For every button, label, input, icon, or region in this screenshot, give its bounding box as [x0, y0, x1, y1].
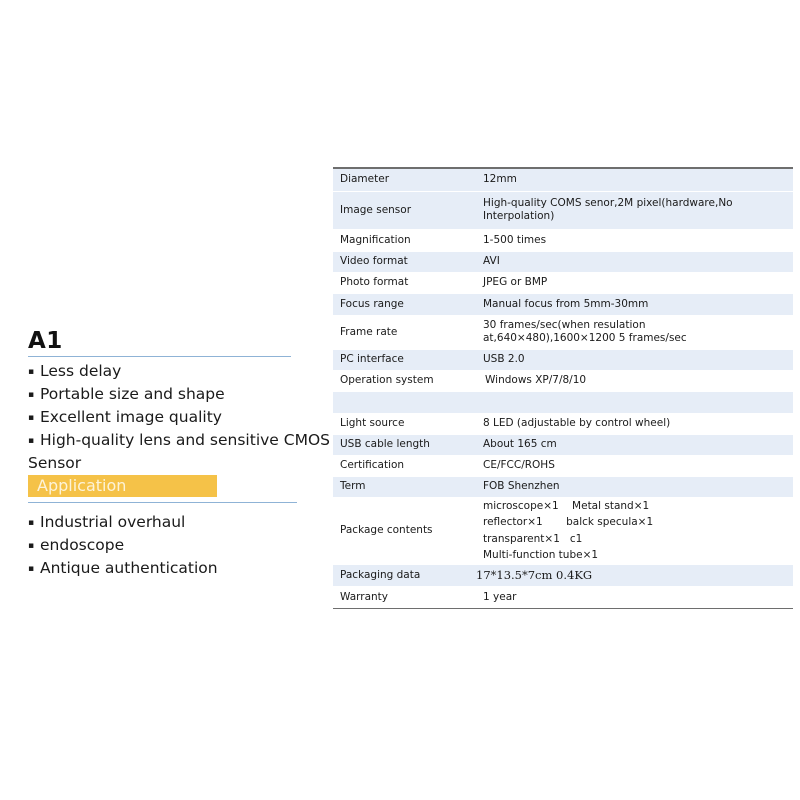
spec-row-photo-format [333, 272, 793, 293]
spec-value: CE/FCC/ROHS [476, 455, 793, 476]
spec-row-certification [333, 455, 793, 476]
spec-label: Light source [333, 413, 476, 434]
spec-label: Operation system [333, 370, 476, 391]
spec-label: Diameter [333, 168, 476, 191]
spec-row-blank [333, 391, 793, 413]
package-line: Multi-function tube×1 [483, 549, 599, 561]
spec-label: Packaging data [333, 564, 476, 586]
bullet-icon: ▪ [28, 436, 35, 446]
spec-value: High-quality COMS senor,2M pixel(hardware,No Interpolation) [476, 191, 793, 229]
spec-value [476, 315, 793, 349]
spec-table [333, 167, 793, 609]
spec-row-diameter [333, 168, 793, 191]
bullet-icon: ▪ [28, 413, 35, 423]
spec-value: 1-500 times [476, 229, 793, 251]
spec-value: 8 LED (adjustable by control wheel) [476, 413, 793, 434]
spec-label: Term [333, 476, 476, 497]
spec-label: Photo format [333, 272, 476, 293]
frame-rate-line-1: 30 frames/sec(when resulation [483, 319, 646, 331]
application-item: ▪ endoscope [28, 534, 218, 557]
product-info-panel [0, 0, 330, 800]
spec-value [476, 497, 793, 564]
application-heading: Application [37, 476, 127, 495]
spec-value: JPEG or BMP [476, 272, 793, 293]
feature-item: ▪ Portable size and shape [28, 383, 328, 406]
spec-row-packaging-data [333, 564, 793, 586]
spec-value: 12mm [476, 168, 793, 191]
bullet-icon: ▪ [28, 541, 35, 551]
spec-row-operation-system [333, 370, 793, 391]
bullet-icon: ▪ [28, 564, 35, 574]
feature-item-continuation: Sensor [28, 454, 82, 472]
spec-value: 17*13.5*7cm 0.4KG [476, 564, 793, 586]
spec-label: Image sensor [333, 191, 476, 229]
bullet-icon: ▪ [28, 367, 35, 377]
bullet-icon: ▪ [28, 390, 35, 400]
application-item: ▪ Antique authentication [28, 557, 218, 580]
spec-row-pc-interface [333, 349, 793, 370]
feature-list [28, 360, 328, 474]
application-divider [28, 502, 297, 503]
feature-item: ▪ Less delay [28, 360, 328, 383]
spec-label: USB cable length [333, 434, 476, 455]
frame-rate-line-2: at,640×480),1600×1200 5 frames/sec [483, 332, 687, 344]
spec-row-light-source [333, 413, 793, 434]
package-line: transparent×1 c1 [483, 532, 583, 545]
spec-value: AVI [476, 251, 793, 272]
spec-row-video-format [333, 251, 793, 272]
spec-value: Manual focus from 5mm-30mm [476, 293, 793, 315]
spec-row-package-contents [333, 497, 793, 564]
feature-item: ▪ Excellent image quality [28, 406, 328, 429]
feature-item: ▪ High-quality lens and sensitive CMOS [28, 429, 328, 452]
spec-value: About 165 cm [476, 434, 793, 455]
product-title: A1 [28, 328, 63, 354]
spec-value: USB 2.0 [476, 349, 793, 370]
spec-label: Package contents [333, 497, 476, 564]
spec-row-magnification [333, 229, 793, 251]
spec-label-empty [333, 391, 476, 413]
spec-label: Frame rate [333, 315, 476, 349]
spec-value-empty [476, 391, 793, 413]
spec-label: Certification [333, 455, 476, 476]
spec-label: Video format [333, 251, 476, 272]
application-item: ▪ Industrial overhaul [28, 511, 218, 534]
spec-label: PC interface [333, 349, 476, 370]
application-banner [28, 475, 217, 497]
spec-value: FOB Shenzhen [476, 476, 793, 497]
spec-value: Windows XP/7/8/10 [476, 370, 793, 391]
spec-row-frame-rate [333, 315, 793, 349]
spec-row-term [333, 476, 793, 497]
spec-label: Magnification [333, 229, 476, 251]
spec-value: 1 year [476, 586, 793, 608]
bullet-icon: ▪ [28, 518, 35, 528]
application-list [28, 511, 218, 580]
spec-label: Focus range [333, 293, 476, 315]
title-divider [28, 356, 291, 357]
package-line: microscope×1 Metal stand×1 [483, 499, 650, 512]
spec-row-image-sensor [333, 191, 793, 229]
spec-row-focus-range [333, 293, 793, 315]
spec-label: Warranty [333, 586, 476, 608]
spec-row-usb-cable-length [333, 434, 793, 455]
spec-row-warranty [333, 586, 793, 608]
package-line: reflector×1 balck specula×1 [483, 516, 654, 528]
